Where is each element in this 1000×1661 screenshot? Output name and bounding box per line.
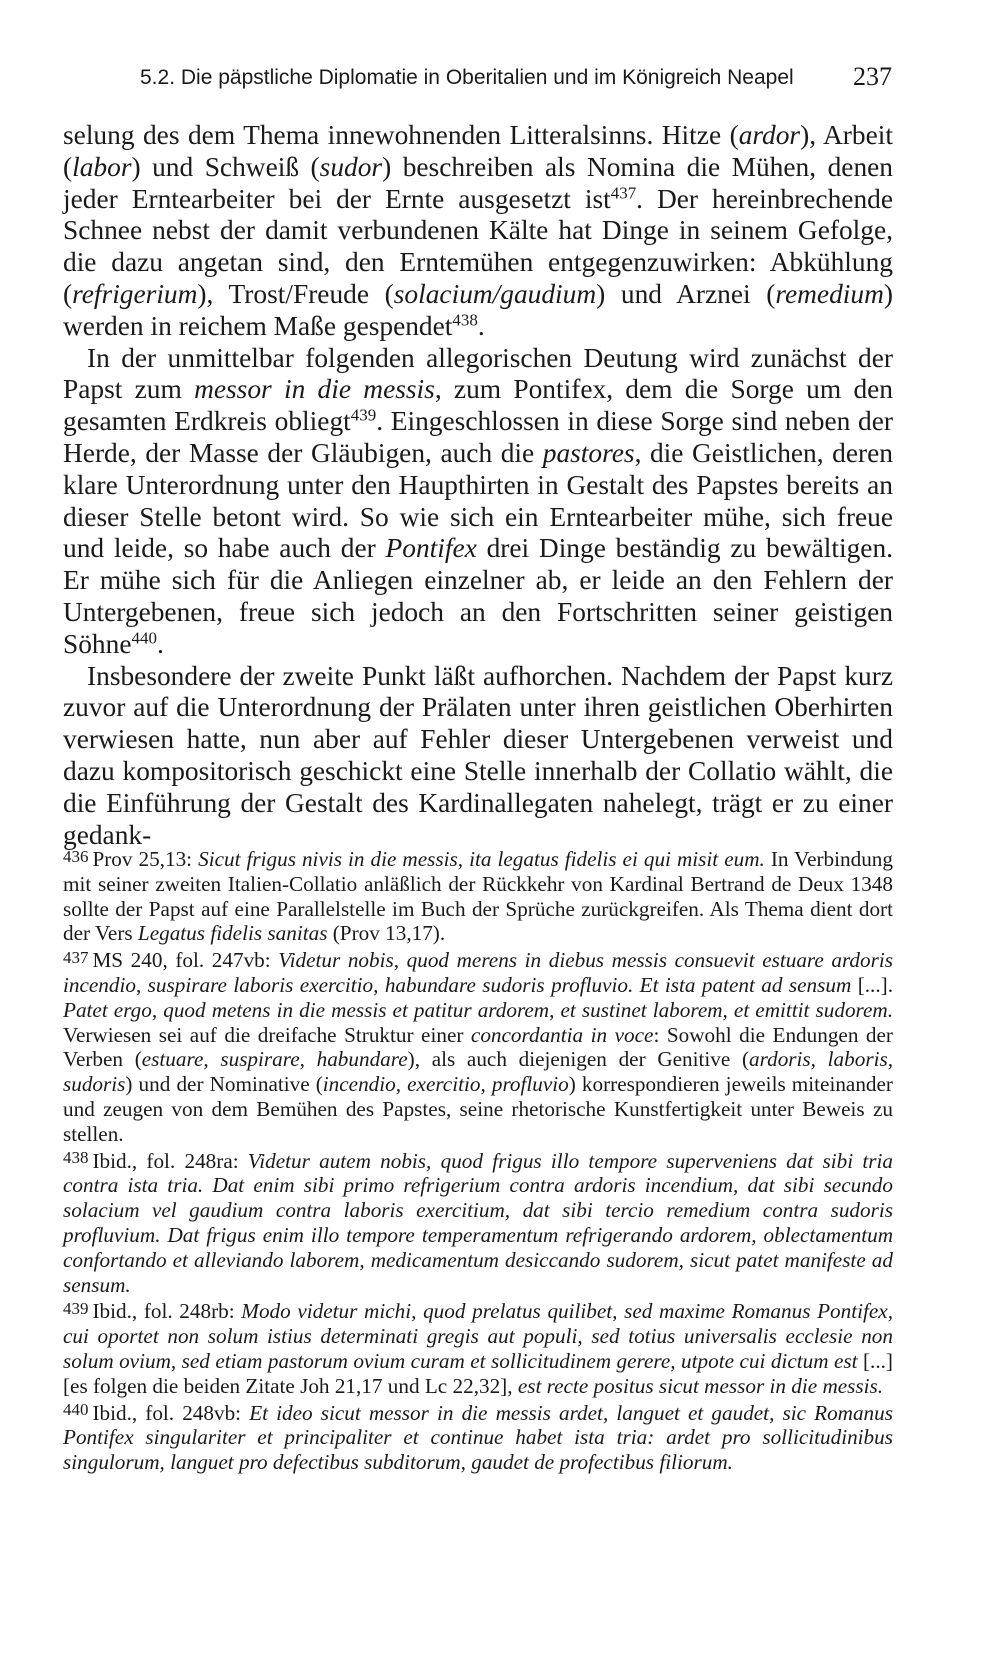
latin-quote: Et ideo sicut messor in die messis ardet, languet et gaudet, sic Romanus Pontifex singulariter et principaliter et continue habet ista tria: ardet pro sollicitudinibus singulorum, languet pro defectibus subditorum, gaudet de profectibus filiorum. [63, 1400, 893, 1475]
latin-quote: incendio, exercitio, profluvio [322, 1072, 569, 1097]
text-run: [...] [es folgen die beiden Zitate Joh 21,17 und Lc 22,32], [63, 1348, 893, 1398]
latin-quote: Patet ergo, quod metens in die messis et patitur ardorem, et sustinet laborem, et emittit sudorem. [63, 997, 893, 1022]
text-run: Ibid., fol. 248vb: [92, 1400, 250, 1425]
text-run: ), Arbeit ( [63, 120, 894, 182]
footnote-number: 438 [63, 1148, 89, 1168]
text-run: ) und Arznei ( [596, 278, 776, 309]
latin-quote: Videtur nobis, quod merens in diebus messis consuevit estuare ardoris incendio, suspirare laboris exercitio, habundare sudoris profluvio. Et ista patent ad sensum [63, 948, 894, 997]
text-run: ) werden in reichem Maße gespendet [63, 278, 893, 341]
footnote-number: 437 [63, 947, 89, 967]
page-number: 237 [853, 62, 892, 91]
latin-term: labor [72, 151, 132, 182]
latin-quote: est recte positus sicut messor in die messis. [517, 1373, 884, 1398]
latin-term: messor in die messis [194, 374, 435, 405]
text-run: In Verbindung mit seiner zweiten Italien-Collatio anläßlich der Rückkehr von Kardinal Bertrand de Deux 1348 sollte der Papst auf eine Parallelstelle im Buch der Sprüche zurückgreifen. Als Thema dient dort der Vers [63, 847, 893, 946]
text-run: ), Trost/Freude ( [197, 278, 394, 309]
latin-quote: Sicut frigus nivis in die messis, ita legatus fidelis ei qui misit eum. [198, 847, 765, 871]
text-run: Prov 25,13: [92, 847, 199, 871]
text-run: (Prov 13,17). [327, 921, 446, 946]
paragraph [63, 120, 893, 343]
text-run: . Eingeschlossen in diese Sorge sind neben der Herde, der Masse der Gläubigen, auch die [63, 406, 894, 468]
text-run: [...]. [851, 972, 893, 997]
footnote-ref[interactable]: 437 [610, 183, 637, 203]
text-run: ) beschreiben als Nomina die Mühen, denen jeder Erntearbeiter bei der Ernte ausgesetzt ist [63, 151, 893, 214]
page-header [140, 60, 892, 96]
text-run: Verwiesen sei auf die dreifache Struktur einer [63, 1022, 471, 1047]
text-run: ) und der Nominative ( [125, 1072, 323, 1097]
latin-term: sudor [319, 151, 383, 182]
footnote-ref[interactable]: 440 [131, 628, 157, 648]
text-run: . [156, 628, 164, 659]
text-run: MS 240, fol. 247vb: [92, 948, 279, 973]
footnote-ref[interactable]: 439 [350, 405, 377, 425]
text-run: selung des dem Thema innewohnenden Litteralsinns. Hitze ( [63, 120, 739, 150]
latin-term: solacium/gaudium [393, 278, 597, 309]
text-run: . Der hereinbrechende Schnee nebst der damit verbundenen Kälte hat Dinge in seinem Gefolge, die dazu angetan sind, den Erntemühen entgegenzuwirken: Abkühlung ( [63, 183, 893, 309]
latin-term: pastores [542, 437, 635, 468]
text-run: Ibid., fol. 248ra: [92, 1148, 248, 1173]
footnotes [63, 847, 893, 1477]
latin-quote: Videtur autem nobis, quod frigus illo tempore superveniens dat sibi tria contra ista tria. Dat enim sibi primo refrigerium contra ardoris incendium, dat sibi secundo solacium vel gaudium contra laboris exercitium, dat sibi tercio remedium contra sudoris profluvium. Dat frigus enim illo tempore temperamentum refrigerando ardorem, oblectamentum confortando et alleviando laborem, medicamentum desiccando sudorem, sicut patet manifeste ad sensum. [63, 1148, 893, 1297]
latin-term: remedium [775, 278, 884, 309]
latin-quote: Modo videtur michi, quod prelatus quilibet, sed maxime Romanus Pontifex, cui oportet non solum istius determinati gregis aut populi, sed totius universalis ecclesie non solum ovium, sed etiam pastorum ovium curam et sollicitudinem gerere, utpote cui dictum est [63, 1299, 893, 1373]
text-run: , zum Pontifex, dem die Sorge um den gesamten Erdkreis obliegt [63, 374, 893, 437]
footnote-438 [63, 1149, 893, 1298]
latin-quote: estuare, suspirare, habundare [141, 1047, 408, 1072]
latin-term: Pontifex [385, 533, 477, 564]
footnote-ref[interactable]: 438 [452, 310, 478, 330]
latin-term: refrigerium [72, 278, 198, 309]
text-run: : Sowohl die Endungen der Verben ( [63, 1022, 893, 1072]
text-run: Insbesondere der zweite Punkt läßt aufhorchen. Nachdem der Papst kurz zuvor auf die Unterordnung der Prälaten unter ihren geistlichen Oberhirten verwiesen hatte, nun aber auf Fehler dieser Untergebenen verweist und dazu kompositorisch geschickt eine Stelle innerhalb der Collatio wählt, die die Einführung der Gestalt des Kardinallegaten nahelegt, trägt er zu einer gedank- [63, 660, 893, 850]
text-run: , die Geistlichen, deren klare Unterordnung unter den Haupthirten in Gestalt des Papstes bereits an dieser Stelle betont wird. So wie sich ein Erntearbeiter mühe, sich freue und leide, so habe auch der [63, 437, 893, 564]
footnote-number: 436 [63, 846, 89, 866]
paragraph [63, 343, 893, 661]
text-run: drei Dinge beständig zu bewältigen. Er mühe sich für die Anliegen einzelner ab, er leide an den Fehlern der Untergebenen, freue sich jedoch an den Fortschritten seiner geistigen Söhne [63, 533, 893, 659]
footnote-number: 439 [63, 1299, 89, 1319]
running-title: 5.2. Die päpstliche Diplomatie in Oberitalien und im Königreich Neapel [140, 66, 794, 89]
text-run: ), als auch diejenigen der Genitive ( [407, 1047, 750, 1072]
footnote-436 [63, 847, 893, 946]
latin-quote: ardoris, laboris, sudoris [63, 1047, 894, 1097]
text-run: . [477, 310, 485, 341]
footnote-437 [63, 948, 893, 1146]
main-text [63, 120, 893, 851]
text-run: ) korrespondieren jeweils miteinander und zeugen von dem Bemühen des Papstes, seine rhetorische Kunstfertigkeit unter Beweis zu stellen. [63, 1072, 893, 1146]
text-run: Ibid., fol. 248rb: [92, 1299, 242, 1324]
latin-quote: concordantia in voce [470, 1022, 654, 1047]
footnote-number: 440 [63, 1400, 89, 1420]
latin-quote: Legatus fidelis sanitas [137, 921, 328, 946]
text-run: ) und Schweiß ( [131, 151, 320, 182]
latin-term: ardor [738, 120, 801, 150]
paragraph [63, 661, 893, 852]
footnote-440 [63, 1401, 893, 1475]
footnote-439 [63, 1299, 893, 1398]
text-run: In der unmittelbar folgenden allegorischen Deutung wird zunächst der Papst zum [63, 342, 893, 405]
